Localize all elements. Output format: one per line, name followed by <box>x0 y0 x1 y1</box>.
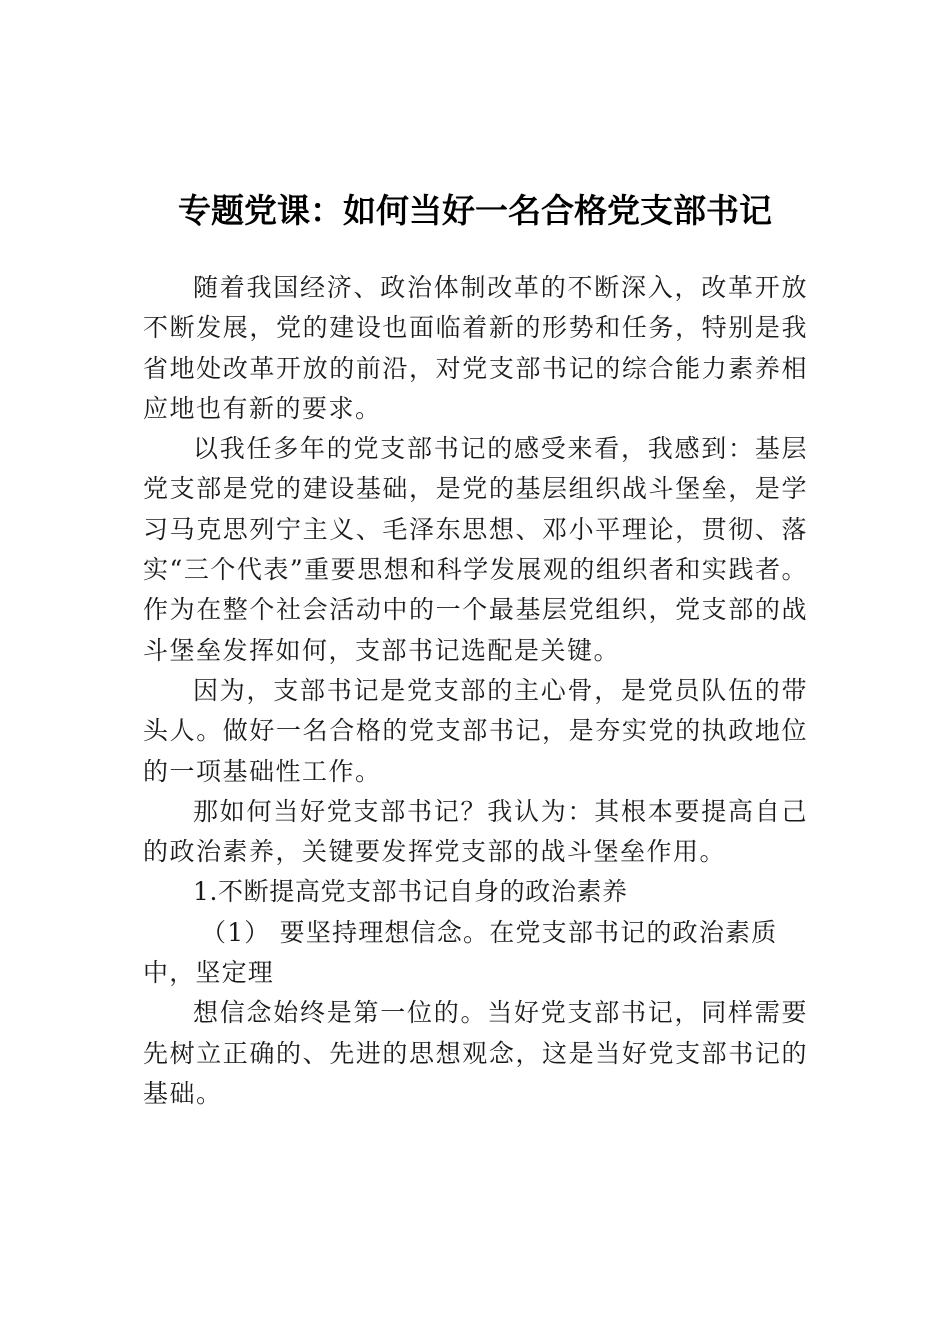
paragraph-question: 那如何当好党支部书记？我认为：其根本要提高自己的政治素养，关键要发挥党支部的战斗堡垒作用。 <box>143 796 808 867</box>
document-body <box>143 268 808 1114</box>
subsection-item: （1） 要坚持理想信念。在党支部书记的政治素质中，坚定理 <box>143 917 778 988</box>
paragraph-reason: 因为，支部书记是党支部的主心骨，是党员队伍的带头人。做好一名合格的党支部书记，是夯实党的执政地位的一项基础性工作。 <box>143 675 808 786</box>
section-heading: 1.不断提高党支部书记自身的政治素养 <box>193 877 628 907</box>
paragraph-intro: 随着我国经济、政治体制改革的不断深入，改革开放不断发展，党的建设也面临着新的形势和任务，特别是我省地处改革开放的前沿，对党支部书记的综合能力素养相应地也有新的要求。 <box>143 273 808 423</box>
paragraph-experience: 以我任多年的党支部书记的感受来看，我感到：基层党支部是党的建设基础，是党的基层组织战斗堡垒，是学习马克思列宁主义、毛泽东思想、邓小平理论，贯彻、落实“三个代表”重要思想和科学发展观的组织者和实践者。作为在整个社会活动中的一个最基层党组织，党支部的战斗堡垒发挥如何，支部书记选配是关键。 <box>143 434 808 665</box>
document-title: 专题党课：如何当好一名合格党支部书记 <box>178 191 772 230</box>
paragraph-ideals: 想信念始终是第一位的。当好党支部书记，同样需要先树立正确的、先进的思想观念，这是当好党支部书记的基础。 <box>143 998 808 1108</box>
